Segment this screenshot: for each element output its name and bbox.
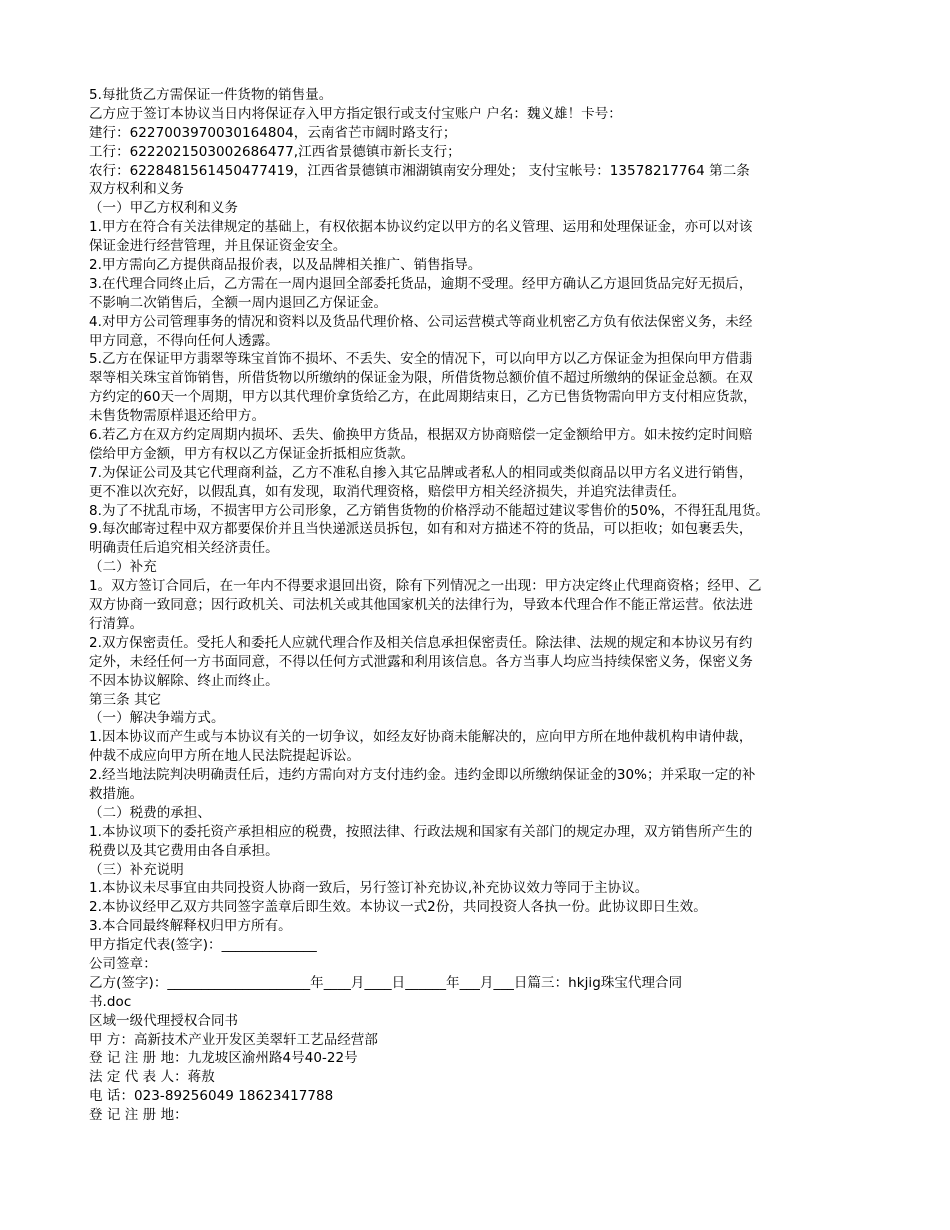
text-line: 偿给甲方金额，甲方有权以乙方保证金折抵相应货款。	[89, 445, 415, 462]
text-line: 5.每批货乙方需保证一件货物的销售量。	[89, 87, 333, 103]
text-line: 建行：6227003970030164804，云南省芒市阔时路支行；	[89, 124, 457, 141]
text-line: 3.本合同最终解释权归甲方所有。	[89, 918, 292, 935]
text-line: 4.对甲方公司管理事务的情况和资料以及货品代理价格、公司运营模式等商业机密乙方负有依法保密义务，未经	[89, 313, 753, 330]
text-line: 未售货物需原样退还给甲方。	[89, 408, 266, 425]
text-line: （三）补充说明	[89, 861, 184, 878]
text-line: 2.甲方需向乙方提供商品报价表，以及品牌相关推广、销售指导。	[89, 257, 482, 274]
text-line: 不因本协议解除、终止而终止。	[89, 672, 279, 689]
text-line: 仲裁不成应向甲方所在地人民法院提起诉讼。	[89, 748, 360, 765]
text-line: 3.在代理合同终止后，乙方需在一周内退回全部委托货品，逾期不受理。经甲方确认乙方退回货品完好无损后，	[89, 275, 753, 292]
text-line: 公司签章：	[89, 955, 157, 972]
text-line: 书.doc	[89, 993, 132, 1010]
text-line: 工行：6222021503002686477,江西省景德镇市新长支行；	[89, 143, 461, 160]
text-line: 更不准以次充好，以假乱真，如有发现，取消代理资格，赔偿甲方相关经济损失，并追究法律责任。	[89, 483, 686, 500]
text-line: 乙方(签字)：_____________________年____月____日______年___月___日篇三：hkjig珠宝代理合同	[89, 974, 683, 991]
document-body	[89, 86, 864, 1125]
text-line: 登 记 注 册 地：九龙坡区渝州路4号40-22号	[89, 1050, 358, 1067]
text-line: 1.本协议项下的委托资产承担相应的税费，按照法律、行政法规和国家有关部门的规定办理，双方销售所产生的	[89, 823, 753, 840]
text-line: 区域一级代理授权合同书	[89, 1012, 239, 1029]
text-line: 乙方应于签订本协议当日内将保证存入甲方指定银行或支付宝账户 户名：魏义雄！卡号：	[89, 105, 622, 122]
text-line: 第三条 其它	[89, 691, 162, 708]
text-line: （二）税费的承担、	[89, 804, 211, 821]
text-line: 法 定 代 表 人：蒋敖	[89, 1069, 215, 1086]
text-line: 不影响二次销售后，全额一周内退回乙方保证金。	[89, 294, 388, 311]
text-line: 7.为保证公司及其它代理商利益，乙方不准私自掺入其它品牌或者私人的相同或类似商品以甲方名义进行销售，	[89, 464, 753, 481]
text-line: （一）甲乙方权利和义务	[89, 200, 239, 217]
text-line: 明确责任后追究相关经济责任。	[89, 540, 279, 557]
text-line: 保证金进行经营管理，并且保证资金安全。	[89, 238, 347, 255]
text-line: 方约定的60天一个周期，甲方以其代理价拿货给乙方，在此周期结束日，乙方已售货物需向甲方支付相应货款，	[89, 389, 757, 406]
text-line: 2.经当地法院判决明确责任后，违约方需向对方支付违约金。违约金即以所缴纳保证金的30%；并采取一定的补	[89, 767, 756, 784]
text-line: 税费以及其它费用由各自承担。	[89, 842, 279, 859]
text-line: 8.为了不扰乱市场，不损害甲方公司形象，乙方销售货物的价格浮动不能超过建议零售价的50%，不得狂乱甩货。	[89, 502, 769, 519]
text-line: 甲方指定代表(签字)：______________	[89, 937, 317, 954]
text-line: 1.因本协议而产生或与本协议有关的一切争议，如经友好协商未能解决的，应向甲方所在地仲裁机构申请仲裁，	[89, 729, 753, 746]
text-line: 电 话：023-89256049 18623417788	[89, 1088, 334, 1105]
text-line: 双方协商一致同意；因行政机关、司法机关或其他国家机关的法律行为，导致本代理合作不能正常运营。依法进	[89, 597, 753, 614]
text-line: 甲 方：高新技术产业开发区美翠轩工艺品经营部	[89, 1031, 378, 1048]
text-line: 甲方同意，不得向任何人透露。	[89, 332, 279, 349]
text-line: 5.乙方在保证甲方翡翠等珠宝首饰不损坏、不丢失、安全的情况下，可以向甲方以乙方保证金为担保向甲方借翡	[89, 351, 753, 368]
text-line: 1。双方签订合同后，在一年内不得要求退回出资，除有下列情况之一出现：甲方决定终止代理商资格；经甲、乙	[89, 578, 762, 595]
text-line: 2.本协议经甲乙双方共同签字盖章后即生效。本协议一式2份，共同投资人各执一份。此协议即日生效。	[89, 899, 707, 916]
text-line: （一）解决争端方式。	[89, 710, 225, 727]
text-line: 1.本协议未尽事宜由共同投资人协商一致后，另行签订补充协议,补充协议效力等同于主协议。	[89, 880, 649, 897]
text-line: 2.双方保密责任。受托人和委托人应就代理合作及相关信息承担保密责任。除法律、法规的规定和本协议另有约	[89, 634, 753, 651]
text-line: （二）补充	[89, 559, 157, 576]
text-line: 双方权利和义务	[89, 181, 184, 198]
text-line: 9.每次邮寄过程中双方都要保价并且当快递派送员拆包，如有和对方描述不符的货品，可以拒收；如包裹丢失，	[89, 521, 753, 538]
text-line: 救措施。	[89, 785, 144, 802]
text-line: 翠等相关珠宝首饰销售，所借货物以所缴纳的保证金为限，所借货物总额价值不超过所缴纳的保证金总额。在双	[89, 370, 753, 387]
text-line: 农行：6228481561450477419，江西省景德镇市湘湖镇南安分理处； 支付宝帐号：13578217764 第二条	[89, 162, 750, 179]
text-line: 定外，未经任何一方书面同意，不得以任何方式泄露和利用该信息。各方当事人均应当持续保密义务，保密义务	[89, 653, 753, 670]
text-line: 登 记 注 册 地：	[89, 1107, 188, 1124]
text-line: 行清算。	[89, 615, 144, 632]
text-line: 1.甲方在符合有关法律规定的基础上，有权依据本协议约定以甲方的名义管理、运用和处理保证金，亦可以对该	[89, 219, 753, 236]
text-line: 6.若乙方在双方约定周期内损坏、丢失、偷换甲方货品，根据双方协商赔偿一定金额给甲方。如未按约定时间赔	[89, 427, 753, 444]
